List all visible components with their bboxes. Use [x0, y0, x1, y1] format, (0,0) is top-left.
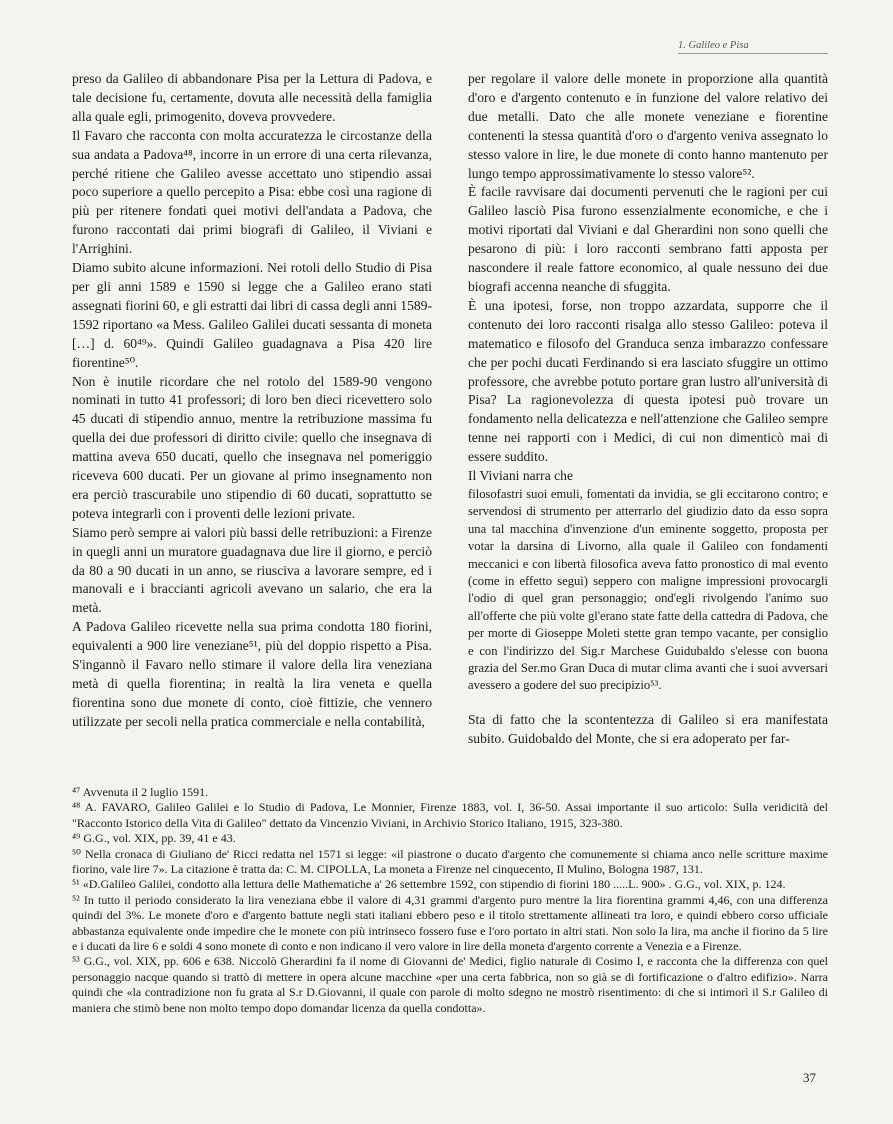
footnote: ⁵³ G.G., vol. XIX, pp. 606 e 638. Niccolò Gherardini fa il nome di Giovanni de' Medici, figlio naturale di Cosimo I, e racconta che la differenza con quel personaggio nacque quando si trattò di mettere in opera alcune macchine «per una certa fabbrica, non so già se di fortificazione o d'altro edifizio». Narra quindi che «la contradizione non fu grata al S.r D.Giovanni, il quale con parole di molto sdegno ne mostrò risentimento: di che si intimorì il S.r Galileo di maniera che stimò bene non molto tempo dopo domandar licenza da quella condotta». — [72, 954, 828, 1015]
footnote: ⁴⁸ A. FAVARO, Galileo Galilei e lo Studio di Padova, Le Monnier, Firenze 1883, vol. I, 36-50. Assai importante il suo articolo: Sulla veridicità del "Racconto Istorico della Vita di Galileo" dettato da Vincenzio Viviani, in Archivio Storico Italiano, 1915, 323-380. — [72, 800, 828, 830]
paragraph: Il Viviani narra che — [468, 468, 573, 484]
paragraph: Diamo subito alcune informazioni. Nei rotoli dello Studio di Pisa per gli anni 1589 e 1590 si legge che a Galileo erano stati assegnati fiorini 60, e gli estratti dai libri di cassa degli anni 1589-1592 riportano «a Mess. Galileo Galilei ducati sessanta di moneta […] d. 60⁴⁹». Quindi Galileo guadagnava a Pisa 420 lire fiorentine⁵⁰. — [72, 260, 432, 370]
paragraph: preso da Galileo di abbandonare Pisa per la Lettura di Padova, e tale decisione fu, certamente, dovuta alle necessità della famiglia alla quale egli, primogenito, doveva provvedere. — [72, 71, 432, 124]
paragraph: È facile ravvisare dai documenti pervenuti che le ragioni per cui Galileo lasciò Pisa furono essenzialmente economiche, e che i motivi riportati dal Viviani e dal Gherardini non sono quelli che pesarono di più: i loro racconti sembrano fatti apposta per nascondere il reale fattore economico, al quale nessuno dei due biografi accenna neanche di sfuggita. — [468, 184, 828, 294]
page-number: 37 — [803, 1070, 816, 1085]
footnotes — [72, 785, 828, 1016]
footnote: ⁴⁹ G.G., vol. XIX, pp. 39, 41 e 43. — [72, 831, 236, 846]
left-column — [72, 70, 432, 732]
running-head: 1. Galileo e Pisa — [678, 40, 828, 54]
paragraph: Il Favaro che racconta con molta accuratezza le circostanze della sua andata a Padova⁴⁸, incorre in un errore di una certa rilevanza, perché ritiene che Galileo avesse accettato uno stipendio assai poco superiore a quello percepito a Pisa: ebbe così una ragione di più per ritenere fondati quei motivi dell'andata a Padova, che furono raccontati dai primi biografi di Galileo, il Viviani e l'Arrighini. — [72, 127, 432, 257]
block-quote: filosofastri suoi emuli, fomentati da invidia, se gli eccitarono contro; e servendosi di strumento per atterrarlo del giudizio dato da esso sopra una tal macchina d'invenzione d'un eminente soggetto, proposta per votar la darsina di Livorno, alla quale il Galileo con fondamenti meccanici e con libertà filosofica aveva fatto pronostico di mal evento (come in effetto seguì) seppero con maligne impressioni provocargli l'odio di quel gran personaggio; ond'egli rivolgendo l'animo suo all'offerte che più volte gl'erano state fatte della cattedra di Padova, che per morte di Gioseppe Moleti stette gran tempo vacante, per consiglio e con l'indirizzo del Sig.r Marchese Guidubaldo s'elesse con buona grazia del Ser.mo Gran Duca di mutar clima avanti che i suoi avversari avessero a godere del suo precipizio⁵³. — [468, 486, 828, 693]
right-column — [468, 70, 828, 749]
paragraph: Siamo però sempre ai valori più bassi delle retribuzioni: a Firenze in quegli anni un muratore guadagnava due lire il giorno, e perciò da 80 a 90 ducati in un anno, se riusciva a lavorare sempre, ed i manovali e i braccianti agricoli avevano un salario, che era la metà. — [72, 524, 432, 616]
paragraph: per regolare il valore delle monete in proporzione alla quantità d'oro e d'argento contenuto e in funzione del valore relativo dei due metalli. Dato che alle monete veneziane e fiorentine contenenti la stessa quantità d'oro o d'argento veniva assegnato lo stesso valore in lire, le due monete di conto hanno mantenuto per lungo tempo approssimativamente lo stesso valore⁵². — [468, 71, 828, 181]
paragraph: A Padova Galileo ricevette nella sua prima condotta 180 fiorini, equivalenti a 900 lire veneziane⁵¹, più del doppio rispetto a Pisa. S'ingannò il Favaro nello stimare il valore della lira veneziana metà di quella fiorentina; in realtà la lira veneta e quella fiorentina sono due monete di conto, cioè fittizie, che vennero utilizzate per secoli nella pratica commerciale e nella contabilità, — [72, 619, 432, 729]
paragraph: Sta di fatto che la scontentezza di Galileo si era manifestata subito. Guidobaldo del Monte, che si era adoperato per far- — [468, 711, 828, 746]
footnote: ⁵⁰ Nella cronaca di Giuliano de' Ricci redatta nel 1571 si legge: «il piastrone o ducato d'argento che comunemente si chiama anco nelle scritture maxime fiorino, vale lire 7». La citazione è tratta da: C. M. CIPOLLA, La moneta a Firenze nel cinquecento, Il Mulino, Bologna 1987, 131. — [72, 846, 828, 877]
footnote: ⁵² In tutto il periodo considerato la lira veneziana ebbe il valore di 4,31 grammi d'argento puro mentre la lira fiorentina grammi 4,46, con una differenza quindi del 3%. Le monete d'oro e d'argento battute negli stati italiani ebbero peso e il titolo strettamente allineati tra loro, e quindi ebbero corso ufficiale abbastanza equivalente onde impedire che le monete con più intrinseco fossero fuse e l'oro portato in altri stati. Non solo la lira, ma anche il fiorino da 5 lire e i ducati da lire 6 e soldi 4 sono monete di conto e non indicano il vero valore in lire della moneta d'argento corrente a Venezia e a Firenze. — [72, 892, 828, 954]
footnote: ⁵¹ «D.Galileo Galilei, condotto alla lettura delle Mathematiche a' 26 settembre 1592, con stipendio di fiorini 180 .....L. 900» . G.G., vol. XIX, p. 124. — [72, 877, 786, 892]
paragraph: Non è inutile ricordare che nel rotolo del 1589-90 vengono nominati in tutto 41 professori; di loro ben dieci ricevettero solo 45 ducati di stipendio annuo, mentre la retribuzione massima fu quella dei due professori di diritto civile: quello che insegnava di mattina aveva 650 ducati, quello che insegnava nel pomeriggio riceveva 600 ducati. Per un giovane al primo insegnamento non era perciò trascurabile uno stipendio di 60 ducati, soprattutto se poteva integrarli con i proventi delle lezioni private. — [72, 373, 432, 521]
paragraph: È una ipotesi, forse, non troppo azzardata, supporre che il contenuto dei loro racconti risalga allo stesso Galileo: poteva il matematico e filosofo del Granduca senza imbarazzo confessare che per pochi ducati Ferdinando si era lasciato sfuggire un ottimo professore, che avrebbe potuto portare gran lustro all'università di Pisa? La ragionevolezza di questa ipotesi può trovare un fondamento nella delicatezza e nell'attenzione che Galileo sempre tenne nei rapporti con i Medici, di cui non dimenticò mai di essere suddito. — [468, 297, 828, 465]
footnote: ⁴⁷ Avvenuta il 2 luglio 1591. — [72, 785, 209, 799]
